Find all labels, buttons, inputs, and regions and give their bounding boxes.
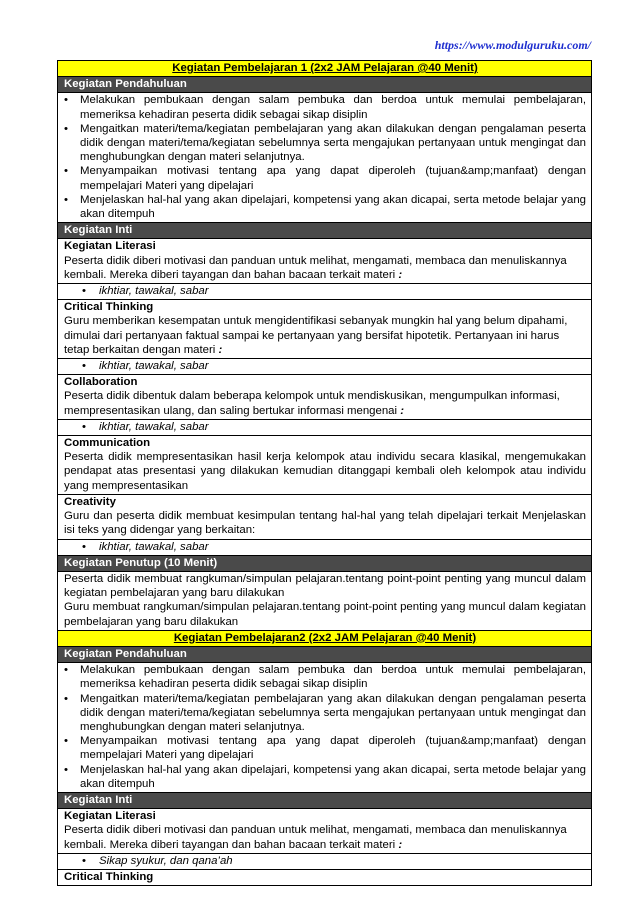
lp1-collab-cell xyxy=(58,375,592,420)
list-item: • Menjelaskan hal-hal yang akan dipelajari, kompetensi yang akan dicapai, serta metode belajar yang akan ditempuh xyxy=(64,193,586,221)
list-item: • Menyampaikan motivasi tentang apa yang dapat diperoleh (tujuan&amp;manfaat) dengan mempelajari Materi yang dipelajari xyxy=(64,734,586,762)
lp2-literasi-cell xyxy=(58,809,592,854)
penutup-text-2: Guru membuat rangkuman/simpulan pelajaran.tentang point-point penting yang muncul dalam kegiatan pembelajaran yang baru dilakukan xyxy=(64,601,586,628)
literasi-value: • ikhtiar, tawakal, sabar xyxy=(58,284,592,300)
list-item: • Menyampaikan motivasi tentang apa yang dapat diperoleh (tujuan&amp;manfaat) dengan mempelajari Materi yang dipelajari xyxy=(64,164,586,192)
lp2-pendahuluan-header: Kegiatan Pendahuluan xyxy=(58,646,592,662)
lp1-title: Kegiatan Pembelajaran 1 (2x2 JAM Pelajaran @40 Menit) xyxy=(58,61,592,77)
list-item: • Mengaitkan materi/tema/kegiatan pembelajaran yang akan dilakukan dengan pengalaman peserta didik dengan materi/tema/kegiatan sebelumnya serta mengajukan pertanyaan untuk mengingat dan menghubungkan dengan materi selanjutnya. xyxy=(64,692,586,735)
lp1-literasi-cell xyxy=(58,239,592,284)
literasi-text: Peserta didik diberi motivasi dan panduan untuk melihat, mengamati, membaca dan menuliskannya kembali. Mereka diberi tayangan dan bahan bacaan terkait materi xyxy=(64,254,567,281)
literasi-value: • Sikap syukur, dan qana’ah xyxy=(58,853,592,869)
list-item: • Melakukan pembukaan dengan salam pembuka dan berdoa untuk memulai pembelajaran, memeriksa kehadiran peserta didik sebagai sikap disiplin xyxy=(64,93,586,121)
comm-title: Communication xyxy=(64,437,151,450)
penutup-text-1: Peserta didik membuat rangkuman/simpulan pelajaran.tentang point-point penting yang muncul dalam kegiatan pembelajaran yang baru dilakukan xyxy=(64,572,586,600)
lp1-creat-cell xyxy=(58,494,592,539)
colon-mark: : xyxy=(398,838,403,851)
collab-value: • ikhtiar, tawakal, sabar xyxy=(58,419,592,435)
lp2-inti-header: Kegiatan Inti xyxy=(58,792,592,808)
lp2-pendahuluan-cell xyxy=(58,663,592,793)
lp1-critical-cell xyxy=(58,300,592,359)
lp1-pendahuluan-header: Kegiatan Pendahuluan xyxy=(58,77,592,93)
critical-value: • ikhtiar, tawakal, sabar xyxy=(58,359,592,375)
comm-text: Peserta didik mempresentasikan hasil kerja kelompok atau individu secara klasikal, mengemukakan pendapat atas presentasi yang dilakukan kemudian ditanggapi kembali oleh kelompok atau individu yang mempresentasikan xyxy=(64,451,586,492)
list-item: • Mengaitkan materi/tema/kegiatan pembelajaran yang akan dilakukan dengan pengalaman peserta didik dengan materi/tema/kegiatan sebelumnya serta mengajukan pertanyaan untuk mengingat dan menghubungkan dengan materi selanjutnya. xyxy=(64,122,586,165)
collab-text: Peserta didik dibentuk dalam beberapa kelompok untuk mendiskusikan, mengumpulkan informasi, mempresentasikan ulang, dan saling bertukar informasi mengenai xyxy=(64,390,560,417)
lp1-penutup-cell xyxy=(58,571,592,630)
lp1-comm-cell xyxy=(58,436,592,495)
lesson-plan-table xyxy=(57,60,592,886)
collab-title: Collaboration xyxy=(64,376,138,389)
lp1-inti-header: Kegiatan Inti xyxy=(58,223,592,239)
lp2-title: Kegiatan Pembelajaran2 (2x2 JAM Pelajaran @40 Menit) xyxy=(58,630,592,646)
creat-text: Guru dan peserta didik membuat kesimpulan tentang hal-hal yang telah dipelajari terkait Menjelaskan isi teks yang didengar yang berkaitan: xyxy=(64,510,586,537)
literasi-title: Kegiatan Literasi xyxy=(64,810,156,823)
lp1-pendahuluan-cell xyxy=(58,93,592,223)
lp1-penutup-header: Kegiatan Penutup (10 Menit) xyxy=(58,555,592,571)
list-item: • Menjelaskan hal-hal yang akan dipelajari, kompetensi yang akan dicapai, serta metode belajar yang akan ditempuh xyxy=(64,763,586,791)
literasi-title: Kegiatan Literasi xyxy=(64,240,156,253)
list-item: • Melakukan pembukaan dengan salam pembuka dan berdoa untuk memulai pembelajaran, memeriksa kehadiran peserta didik sebagai sikap disiplin xyxy=(64,663,586,691)
colon-mark: : xyxy=(400,404,405,417)
critical-text: Guru memberikan kesempatan untuk mengidentifikasi sebanyak mungkin hal yang belum dipahami, dimulai dari pertanyaan faktual sampai ke pertanyaan yang bersifat hipotetik. Pertanyaan ini harus tetap berkaitan dengan materi xyxy=(64,315,568,356)
creat-value: • ikhtiar, tawakal, sabar xyxy=(58,539,592,555)
colon-mark: : xyxy=(398,268,403,281)
site-url-link[interactable]: https://www.modulguruku.com/ xyxy=(434,38,591,52)
lp2-critical-title: Critical Thinking xyxy=(58,869,592,885)
colon-mark: : xyxy=(218,343,223,356)
critical-title: Critical Thinking xyxy=(64,301,154,314)
literasi-text: Peserta didik diberi motivasi dan panduan untuk melihat, mengamati, membaca dan menuliskannya kembali. Mereka diberi tayangan dan bahan bacaan terkait materi xyxy=(64,824,567,851)
creat-title: Creativity xyxy=(64,495,116,508)
